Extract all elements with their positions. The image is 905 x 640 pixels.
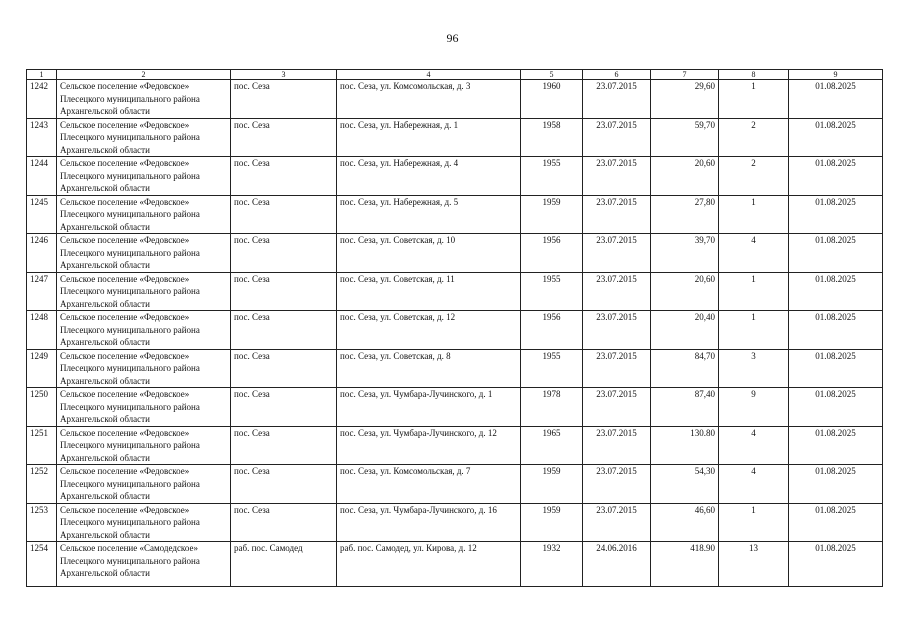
deadline-date-cell: 01.08.2025 [789,234,883,273]
table-row [27,118,883,157]
row-number-cell: 1243 [27,118,57,157]
deadline-date-cell: 01.08.2025 [789,195,883,234]
column-header-3: 3 [231,70,337,80]
area-cell: 29,60 [651,80,719,119]
column-header-1: 1 [27,70,57,80]
area-cell: 46,60 [651,503,719,542]
registry-table [26,69,883,587]
residents-count-cell: 1 [719,195,789,234]
column-header-6: 6 [583,70,651,80]
residents-count-cell: 1 [719,311,789,350]
year-built-cell: 1955 [521,272,583,311]
registration-date-cell: 23.07.2015 [583,195,651,234]
settlement-name-cell: Сельское поселение «Федовское» Плесецкого муниципального района Архангельской области [57,118,231,157]
row-number-cell: 1252 [27,465,57,504]
year-built-cell: 1965 [521,426,583,465]
row-number-cell: 1248 [27,311,57,350]
year-built-cell: 1960 [521,80,583,119]
locality-cell: раб. пос. Самодед [231,542,337,587]
area-cell: 39,70 [651,234,719,273]
residents-count-cell: 2 [719,118,789,157]
settlement-name-cell: Сельское поселение «Федовское» Плесецкого муниципального района Архангельской области [57,349,231,388]
deadline-date-cell: 01.08.2025 [789,157,883,196]
locality-cell: пос. Сеза [231,311,337,350]
registration-date-cell: 23.07.2015 [583,426,651,465]
row-number-cell: 1245 [27,195,57,234]
address-cell: пос. Сеза, ул. Набережная, д. 5 [337,195,521,234]
column-header-8: 8 [719,70,789,80]
page-number: 96 [446,31,459,45]
table-row [27,311,883,350]
year-built-cell: 1956 [521,234,583,273]
table-row [27,234,883,273]
row-number-cell: 1249 [27,349,57,388]
residents-count-cell: 9 [719,388,789,427]
year-built-cell: 1959 [521,465,583,504]
address-cell: пос. Сеза, ул. Комсомольская, д. 7 [337,465,521,504]
area-cell: 418.90 [651,542,719,587]
settlement-name-cell: Сельское поселение «Федовское» Плесецкого муниципального района Архангельской области [57,195,231,234]
registration-date-cell: 24.06.2016 [583,542,651,587]
deadline-date-cell: 01.08.2025 [789,349,883,388]
registration-date-cell: 23.07.2015 [583,465,651,504]
table-row [27,157,883,196]
settlement-name-cell: Сельское поселение «Федовское» Плесецкого муниципального района Архангельской области [57,272,231,311]
table-row [27,272,883,311]
deadline-date-cell: 01.08.2025 [789,118,883,157]
locality-cell: пос. Сеза [231,157,337,196]
address-cell: пос. Сеза, ул. Чумбара-Лучинского, д. 1 [337,388,521,427]
settlement-name-cell: Сельское поселение «Федовское» Плесецкого муниципального района Архангельской области [57,426,231,465]
locality-cell: пос. Сеза [231,195,337,234]
registration-date-cell: 23.07.2015 [583,503,651,542]
row-number-cell: 1253 [27,503,57,542]
registration-date-cell: 23.07.2015 [583,157,651,196]
residents-count-cell: 4 [719,465,789,504]
locality-cell: пос. Сеза [231,465,337,504]
residents-count-cell: 13 [719,542,789,587]
locality-cell: пос. Сеза [231,426,337,465]
residents-count-cell: 1 [719,80,789,119]
row-number-cell: 1246 [27,234,57,273]
residents-count-cell: 4 [719,426,789,465]
settlement-name-cell: Сельское поселение «Федовское» Плесецкого муниципального района Архангельской области [57,80,231,119]
row-number-cell: 1244 [27,157,57,196]
table-header [27,70,883,80]
locality-cell: пос. Сеза [231,80,337,119]
column-header-9: 9 [789,70,883,80]
area-cell: 54,30 [651,465,719,504]
year-built-cell: 1959 [521,503,583,542]
area-cell: 20,40 [651,311,719,350]
area-cell: 20,60 [651,272,719,311]
year-built-cell: 1978 [521,388,583,427]
table-row [27,426,883,465]
settlement-name-cell: Сельское поселение «Самодедское» Плесецкого муниципального района Архангельской области [57,542,231,587]
deadline-date-cell: 01.08.2025 [789,465,883,504]
settlement-name-cell: Сельское поселение «Федовское» Плесецкого муниципального района Архангельской области [57,157,231,196]
settlement-name-cell: Сельское поселение «Федовское» Плесецкого муниципального района Архангельской области [57,311,231,350]
deadline-date-cell: 01.08.2025 [789,542,883,587]
residents-count-cell: 1 [719,503,789,542]
row-number-cell: 1254 [27,542,57,587]
registration-date-cell: 23.07.2015 [583,349,651,388]
table-row [27,80,883,119]
header-row [27,70,883,80]
registration-date-cell: 23.07.2015 [583,118,651,157]
address-cell: пос. Сеза, ул. Набережная, д. 4 [337,157,521,196]
year-built-cell: 1956 [521,311,583,350]
registration-date-cell: 23.07.2015 [583,311,651,350]
address-cell: пос. Сеза, ул. Советская, д. 12 [337,311,521,350]
table-row [27,349,883,388]
table-row [27,388,883,427]
year-built-cell: 1955 [521,349,583,388]
address-cell: пос. Сеза, ул. Чумбара-Лучинского, д. 12 [337,426,521,465]
locality-cell: пос. Сеза [231,234,337,273]
deadline-date-cell: 01.08.2025 [789,80,883,119]
row-number-cell: 1247 [27,272,57,311]
area-cell: 130.80 [651,426,719,465]
locality-cell: пос. Сеза [231,503,337,542]
registration-date-cell: 23.07.2015 [583,272,651,311]
area-cell: 59,70 [651,118,719,157]
registration-date-cell: 23.07.2015 [583,80,651,119]
address-cell: пос. Сеза, ул. Набережная, д. 1 [337,118,521,157]
address-cell: пос. Сеза, ул. Советская, д. 11 [337,272,521,311]
table-row [27,195,883,234]
column-header-7: 7 [651,70,719,80]
residents-count-cell: 3 [719,349,789,388]
area-cell: 84,70 [651,349,719,388]
address-cell: пос. Сеза, ул. Комсомольская, д. 3 [337,80,521,119]
table-row [27,465,883,504]
column-header-2: 2 [57,70,231,80]
row-number-cell: 1242 [27,80,57,119]
settlement-name-cell: Сельское поселение «Федовское» Плесецкого муниципального района Архангельской области [57,503,231,542]
year-built-cell: 1958 [521,118,583,157]
table-row [27,542,883,587]
year-built-cell: 1955 [521,157,583,196]
table-body [27,80,883,587]
settlement-name-cell: Сельское поселение «Федовское» Плесецкого муниципального района Архангельской области [57,465,231,504]
row-number-cell: 1251 [27,426,57,465]
column-header-4: 4 [337,70,521,80]
deadline-date-cell: 01.08.2025 [789,311,883,350]
area-cell: 27,80 [651,195,719,234]
year-built-cell: 1932 [521,542,583,587]
registration-date-cell: 23.07.2015 [583,388,651,427]
year-built-cell: 1959 [521,195,583,234]
row-number-cell: 1250 [27,388,57,427]
deadline-date-cell: 01.08.2025 [789,388,883,427]
locality-cell: пос. Сеза [231,388,337,427]
residents-count-cell: 4 [719,234,789,273]
locality-cell: пос. Сеза [231,272,337,311]
residents-count-cell: 1 [719,272,789,311]
area-cell: 87,40 [651,388,719,427]
residents-count-cell: 2 [719,157,789,196]
settlement-name-cell: Сельское поселение «Федовское» Плесецкого муниципального района Архангельской области [57,234,231,273]
area-cell: 20,60 [651,157,719,196]
address-cell: пос. Сеза, ул. Советская, д. 8 [337,349,521,388]
deadline-date-cell: 01.08.2025 [789,503,883,542]
address-cell: пос. Сеза, ул. Советская, д. 10 [337,234,521,273]
address-cell: пос. Сеза, ул. Чумбара-Лучинского, д. 16 [337,503,521,542]
deadline-date-cell: 01.08.2025 [789,426,883,465]
column-header-5: 5 [521,70,583,80]
settlement-name-cell: Сельское поселение «Федовское» Плесецкого муниципального района Архангельской области [57,388,231,427]
registration-date-cell: 23.07.2015 [583,234,651,273]
locality-cell: пос. Сеза [231,349,337,388]
address-cell: раб. пос. Самодед, ул. Кирова, д. 12 [337,542,521,587]
locality-cell: пос. Сеза [231,118,337,157]
deadline-date-cell: 01.08.2025 [789,272,883,311]
table-row [27,503,883,542]
